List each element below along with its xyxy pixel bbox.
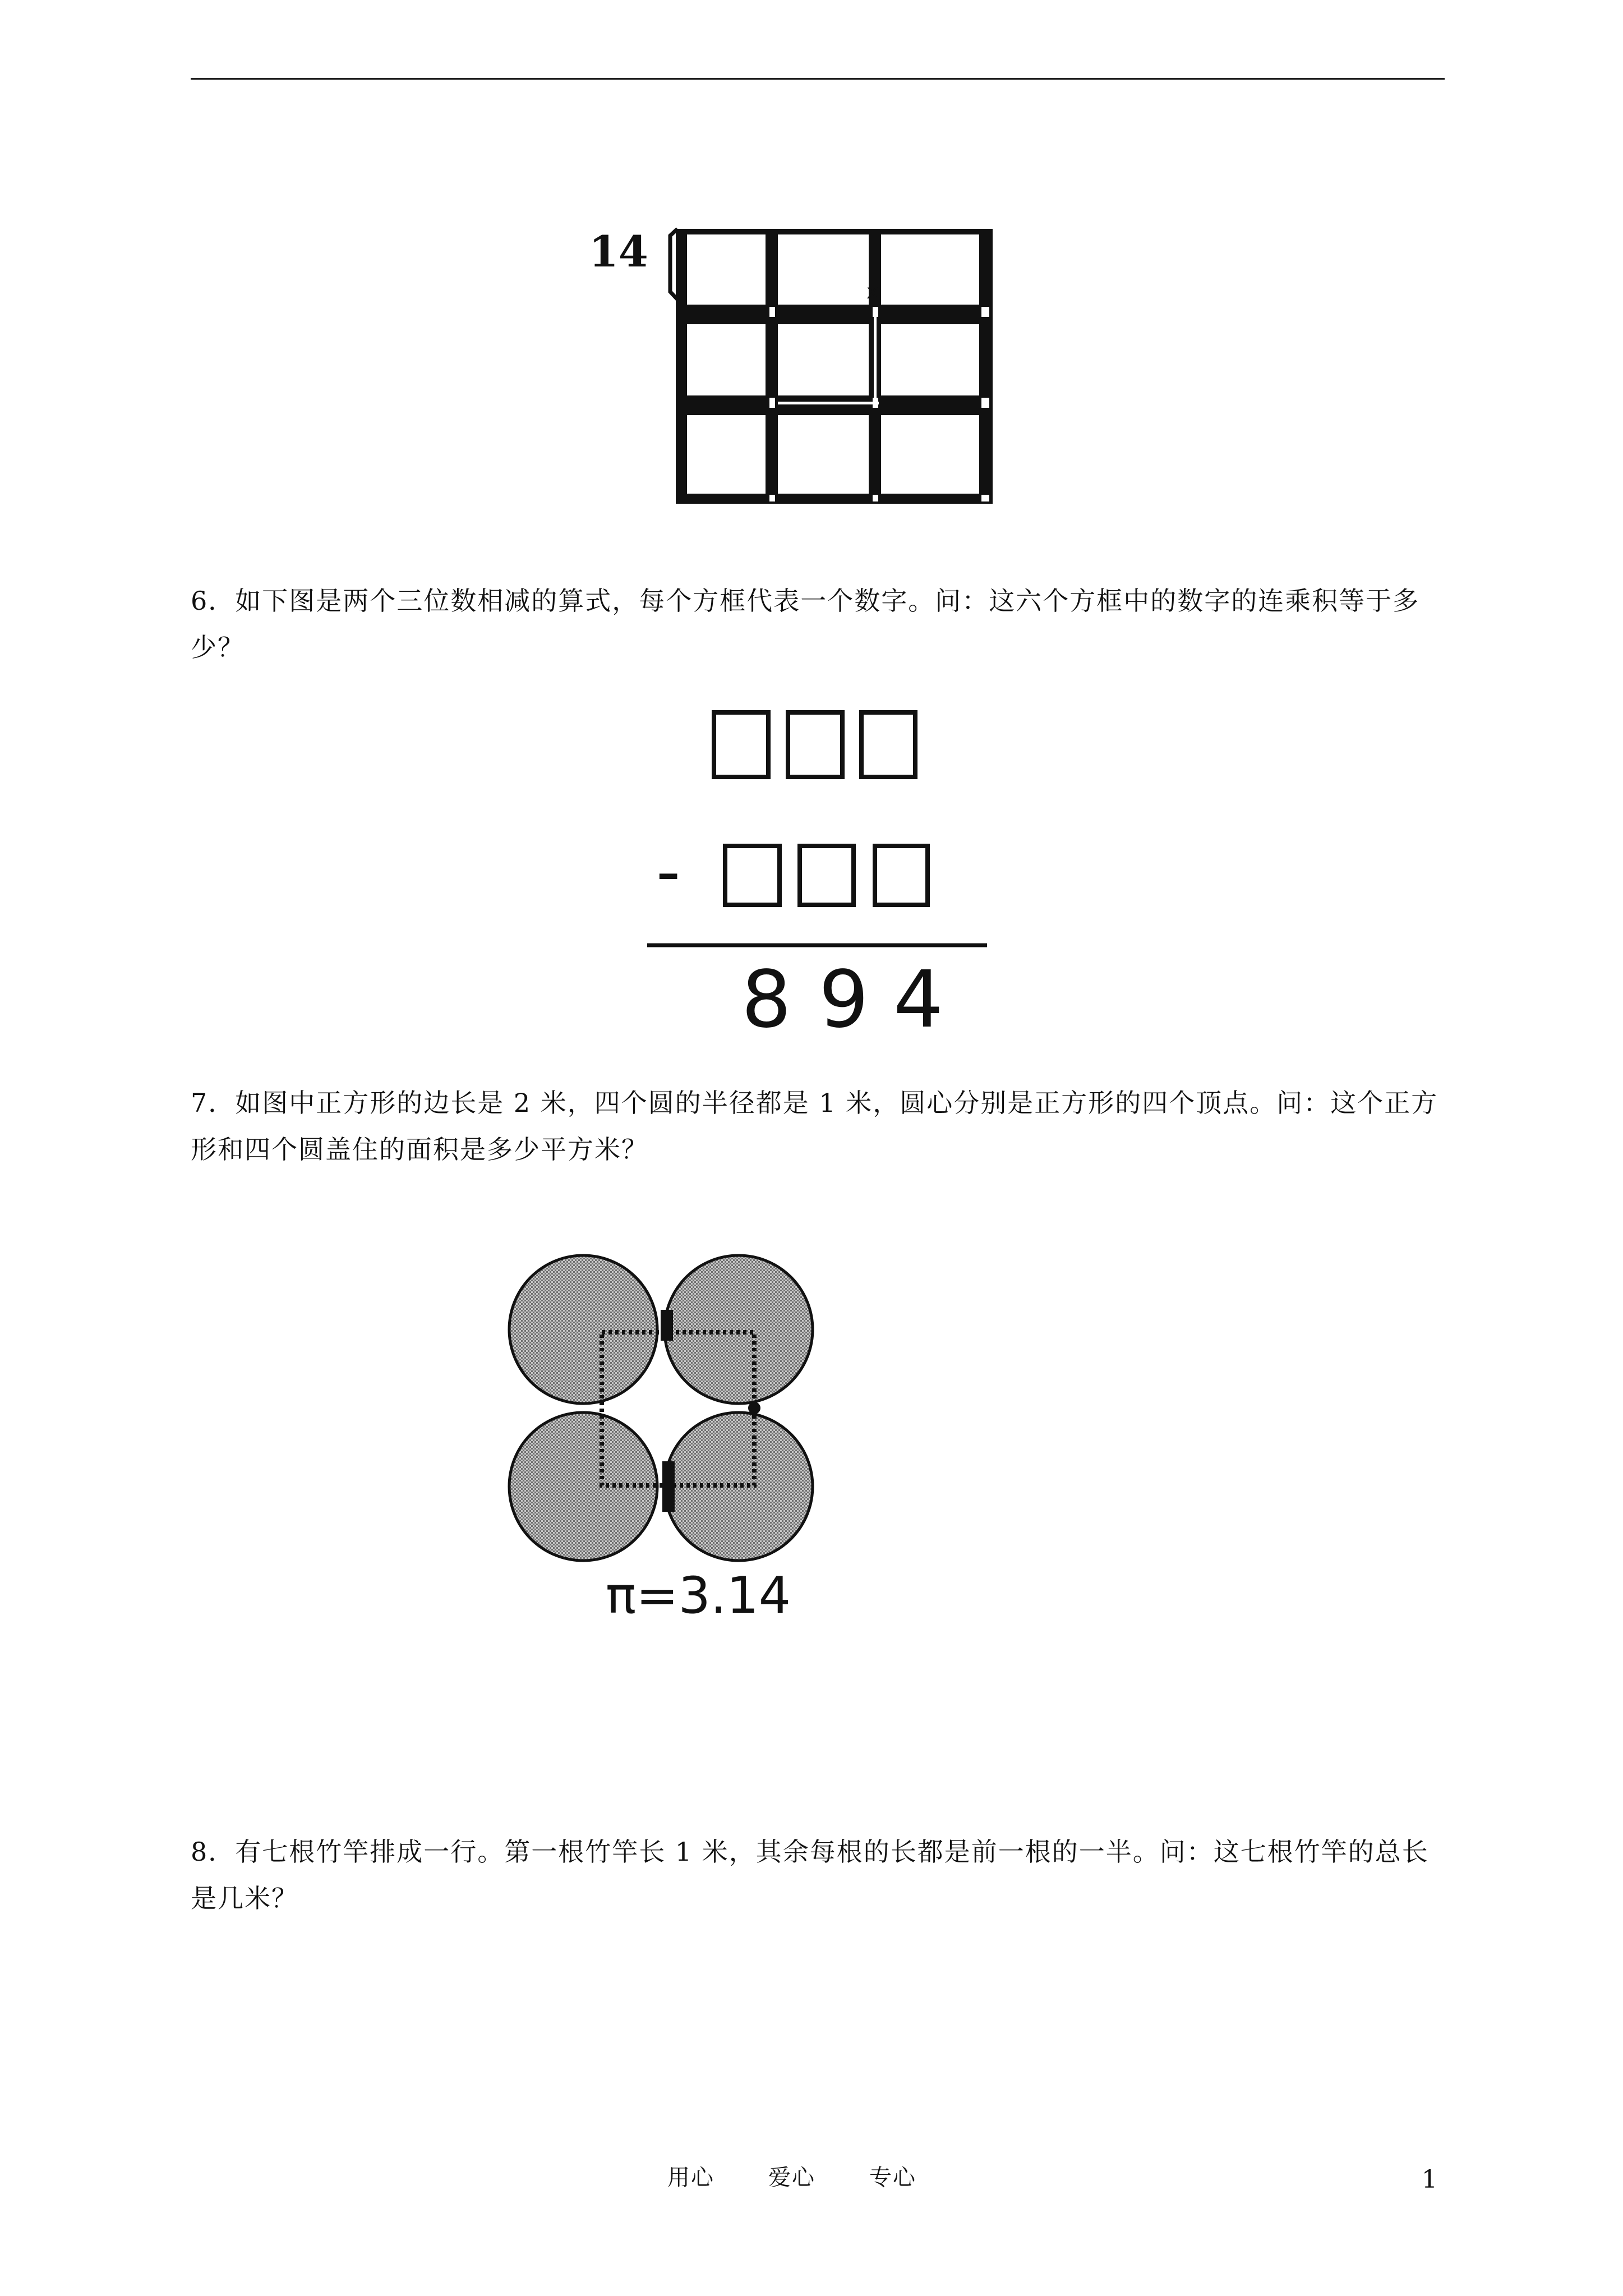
question-8: 8．有七根竹竿排成一行。第一根竹竿长 1 米，其余每根的长都是前一根的一半。问：这七根竹竿的总长是几米？ — [191, 1837, 1429, 1913]
grid-label: 14 — [589, 227, 648, 277]
footer-text: 用心 — [667, 2165, 714, 2191]
question-6: 6．如下图是两个三位数相减的算式，每个方框代表一个数字。问：这六个方框中的数字的连乘积等于多少？ — [191, 586, 1420, 662]
subtraction-figure — [623, 701, 998, 1038]
page-number: 1 — [1422, 2165, 1437, 2194]
header-rule — [191, 78, 1445, 80]
footer-text: 爱心 — [768, 2165, 815, 2191]
result-digit: 9 — [819, 954, 869, 1038]
pi-caption: π=3.14 — [606, 1566, 791, 1625]
grid-mark: x — [866, 280, 879, 303]
grid-figure — [572, 202, 1060, 533]
result-digit: 8 — [741, 954, 792, 1038]
result-digit: 4 — [893, 954, 944, 1038]
footer-text: 专心 — [869, 2165, 916, 2191]
minus-sign: - — [656, 833, 681, 911]
question-7: 7．如图中正方形的边长是 2 米，四个圆的半径都是 1 米，圆心分别是正方形的四个顶点。问：这个正方形和四个圆盖住的面积是多少平方米？ — [191, 1088, 1438, 1165]
circles-figure — [482, 1217, 852, 1627]
